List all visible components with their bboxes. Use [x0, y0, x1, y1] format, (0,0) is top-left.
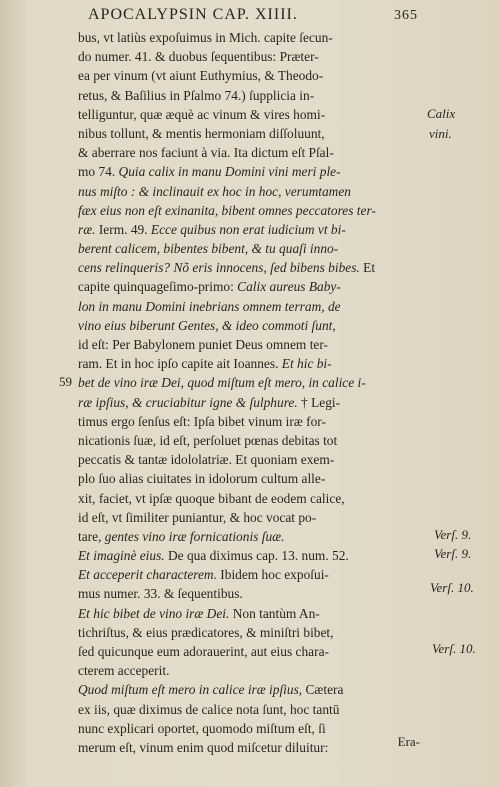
- italic-quotation: Calix aureus Baby-: [237, 279, 341, 295]
- roman-text: peccatis & tantæ idololatriæ. Et quoniam exem-: [78, 452, 335, 468]
- text-line: [78, 220, 422, 239]
- text-line: [78, 47, 422, 66]
- roman-text: cterem acceperit.: [78, 663, 170, 679]
- roman-text: mo 74.: [78, 164, 119, 180]
- italic-quotation: Quod miſtum eſt mero in calice iræ ipſius,: [78, 682, 303, 698]
- text-line: [78, 450, 422, 469]
- text-line: [78, 239, 422, 258]
- roman-text: tare,: [78, 528, 105, 544]
- text-line: [78, 124, 422, 143]
- text-line: [78, 489, 422, 508]
- text-line: [78, 565, 422, 584]
- roman-text: retus, & Baſilius in Pſalmo 74.) ſupplicia in-: [78, 87, 315, 103]
- text-line: [78, 604, 422, 623]
- roman-text: Et: [359, 260, 376, 276]
- text-line: [78, 508, 422, 527]
- roman-text: nibus tollunt, & mentis hermoniam diſſoluunt,: [78, 125, 325, 141]
- text-line: [78, 738, 422, 757]
- roman-text: nicationis ſuæ, id eſt, perſoluet pœnas debitas tot: [78, 432, 338, 448]
- roman-text: Ierm. 49.: [95, 221, 151, 237]
- text-line: [78, 277, 422, 296]
- margin-verse-9b: Verſ. 9.: [434, 546, 472, 561]
- text-line: [78, 412, 422, 431]
- text-line: [78, 373, 422, 392]
- text-line: [78, 66, 422, 85]
- margin-note-vini: vini.: [429, 126, 452, 141]
- catchword: Era-: [397, 734, 420, 749]
- roman-text: id eſt, vt ſimiliter puniantur, & hoc vocat po-: [78, 509, 317, 525]
- text-line: [78, 86, 422, 105]
- italic-quotation: gentes vino iræ fornicationis ſuæ.: [104, 528, 285, 544]
- italic-quotation: Et acceperit characterem.: [78, 567, 217, 583]
- text-line: [78, 642, 422, 661]
- text-line: [78, 201, 422, 220]
- text-line: [78, 297, 422, 316]
- roman-text: id eſt: Per Babylonem puniet Deus omnem ter-: [78, 337, 329, 352]
- roman-text: merum eſt, vinum enim quod miſcetur diluitur:: [78, 739, 329, 755]
- margin-line-number: 59: [59, 374, 72, 389]
- text-line: [78, 527, 422, 546]
- roman-text: xit, faciet, vt ipſæ quoque bibant de eodem calice,: [78, 490, 345, 506]
- text-line: [78, 469, 422, 488]
- text-block: [78, 28, 422, 757]
- text-line: [78, 700, 422, 719]
- italic-quotation: cens relinqueris? Nõ eris innocens, ſed bibens bibes.: [78, 260, 360, 276]
- roman-text: † Legi-: [297, 394, 341, 410]
- italic-quotation: Quia calix in manu Domini vini meri ple-: [118, 164, 341, 180]
- margin-verse-10b: Verſ. 10.: [432, 641, 476, 656]
- text-line: [78, 546, 422, 565]
- roman-text: mus numer. 33. & ſequentibus.: [78, 586, 243, 602]
- roman-text: Non tantùm An-: [229, 605, 320, 621]
- italic-quotation: lon in manu Domini inebrians omnem terram, de: [78, 298, 341, 314]
- italic-quotation: Ecce quibus non erat iudicium vt bi-: [150, 221, 346, 237]
- roman-text: ea per vinum (vt aiunt Euthymius, & Theodo-: [78, 68, 324, 84]
- roman-text: timus ergo ſenſus eſt: Ipſa bibet vinum iræ for-: [78, 413, 326, 429]
- text-line: [78, 316, 422, 335]
- text-line: [78, 431, 422, 450]
- italic-quotation: berent calicem, bibentes bibent, & tu quaſi inno-: [78, 241, 339, 257]
- text-line: [78, 143, 422, 162]
- italic-quotation: Et hic bibet de vino iræ Dei.: [78, 605, 230, 621]
- italic-quotation: vino eius biberunt Gentes, & ideo commoti ſunt,: [78, 317, 336, 333]
- margin-note-calix: Calix: [427, 106, 456, 121]
- text-line: [78, 393, 422, 412]
- italic-quotation: Et imaginè eius.: [78, 548, 165, 564]
- roman-text: nunc explicari oportet, quomodo miſtum eſt, ſi: [78, 720, 326, 736]
- italic-quotation: bet de vino iræ Dei, quod miſtum eſt mero, in calice i-: [78, 375, 366, 391]
- roman-text: telliguntur, quæ æquè ac vinum & vires homi-: [78, 106, 326, 122]
- italic-quotation: ræ.: [78, 221, 96, 237]
- roman-text: ſed quicunque eum adorauerint, aut eius chara-: [78, 644, 329, 659]
- roman-text: ram. Et in hoc ipſo capite ait Ioannes.: [78, 356, 282, 372]
- italic-quotation: ræ ipſius, & cruciabitur igne & ſulphure.: [78, 394, 298, 410]
- header-title: APOCALYPSIN CAP. XIIII.: [88, 6, 298, 23]
- text-line: [78, 182, 422, 201]
- italic-quotation: fæx eius non eſt exinanita, bibent omnes peccatores ter-: [78, 202, 376, 218]
- roman-text: do numer. 41. & duobus ſequentibus: Præter-: [78, 49, 319, 65]
- italic-quotation: nus miſto : & inclinauit ex hoc in hoc, verumtamen: [78, 183, 351, 199]
- roman-text: Ibidem hoc expoſui-: [216, 567, 329, 583]
- text-line: [78, 623, 422, 642]
- text-line: [78, 584, 422, 603]
- text-line: [78, 354, 422, 373]
- text-line: [78, 258, 422, 277]
- margin-verse-10a: Verſ. 10.: [430, 580, 474, 595]
- text-line: [78, 28, 422, 47]
- roman-text: ex iis, quæ diximus de calice nota ſunt, hoc tantū: [78, 701, 340, 717]
- roman-text: plo ſuo alias ciuitates in idolorum cultum alle-: [78, 471, 326, 487]
- roman-text: bus, vt latiùs expoſuimus in Mich. capite ſecun-: [78, 30, 333, 45]
- roman-text: & aberrare nos faciunt à via. Ita dictum eſt Pſal-: [78, 145, 334, 161]
- roman-text: Cætera: [302, 682, 344, 698]
- text-line: [78, 680, 422, 699]
- italic-quotation: Et hic bi-: [281, 356, 332, 372]
- text-line: [78, 719, 422, 738]
- margin-verse-9a: Verſ. 9.: [434, 527, 472, 542]
- roman-text: De qua diximus cap. 13. num. 52.: [164, 548, 349, 564]
- text-line: [78, 105, 422, 124]
- text-line: [78, 162, 422, 181]
- roman-text: capite quinquageſimo-primo:: [78, 279, 238, 295]
- page-number: 365: [394, 8, 418, 23]
- text-line: [78, 661, 422, 680]
- text-line: [78, 335, 422, 354]
- roman-text: tichriſtus, & eius prædicatores, & miniſtri bibet,: [78, 624, 334, 640]
- running-header: [88, 6, 418, 24]
